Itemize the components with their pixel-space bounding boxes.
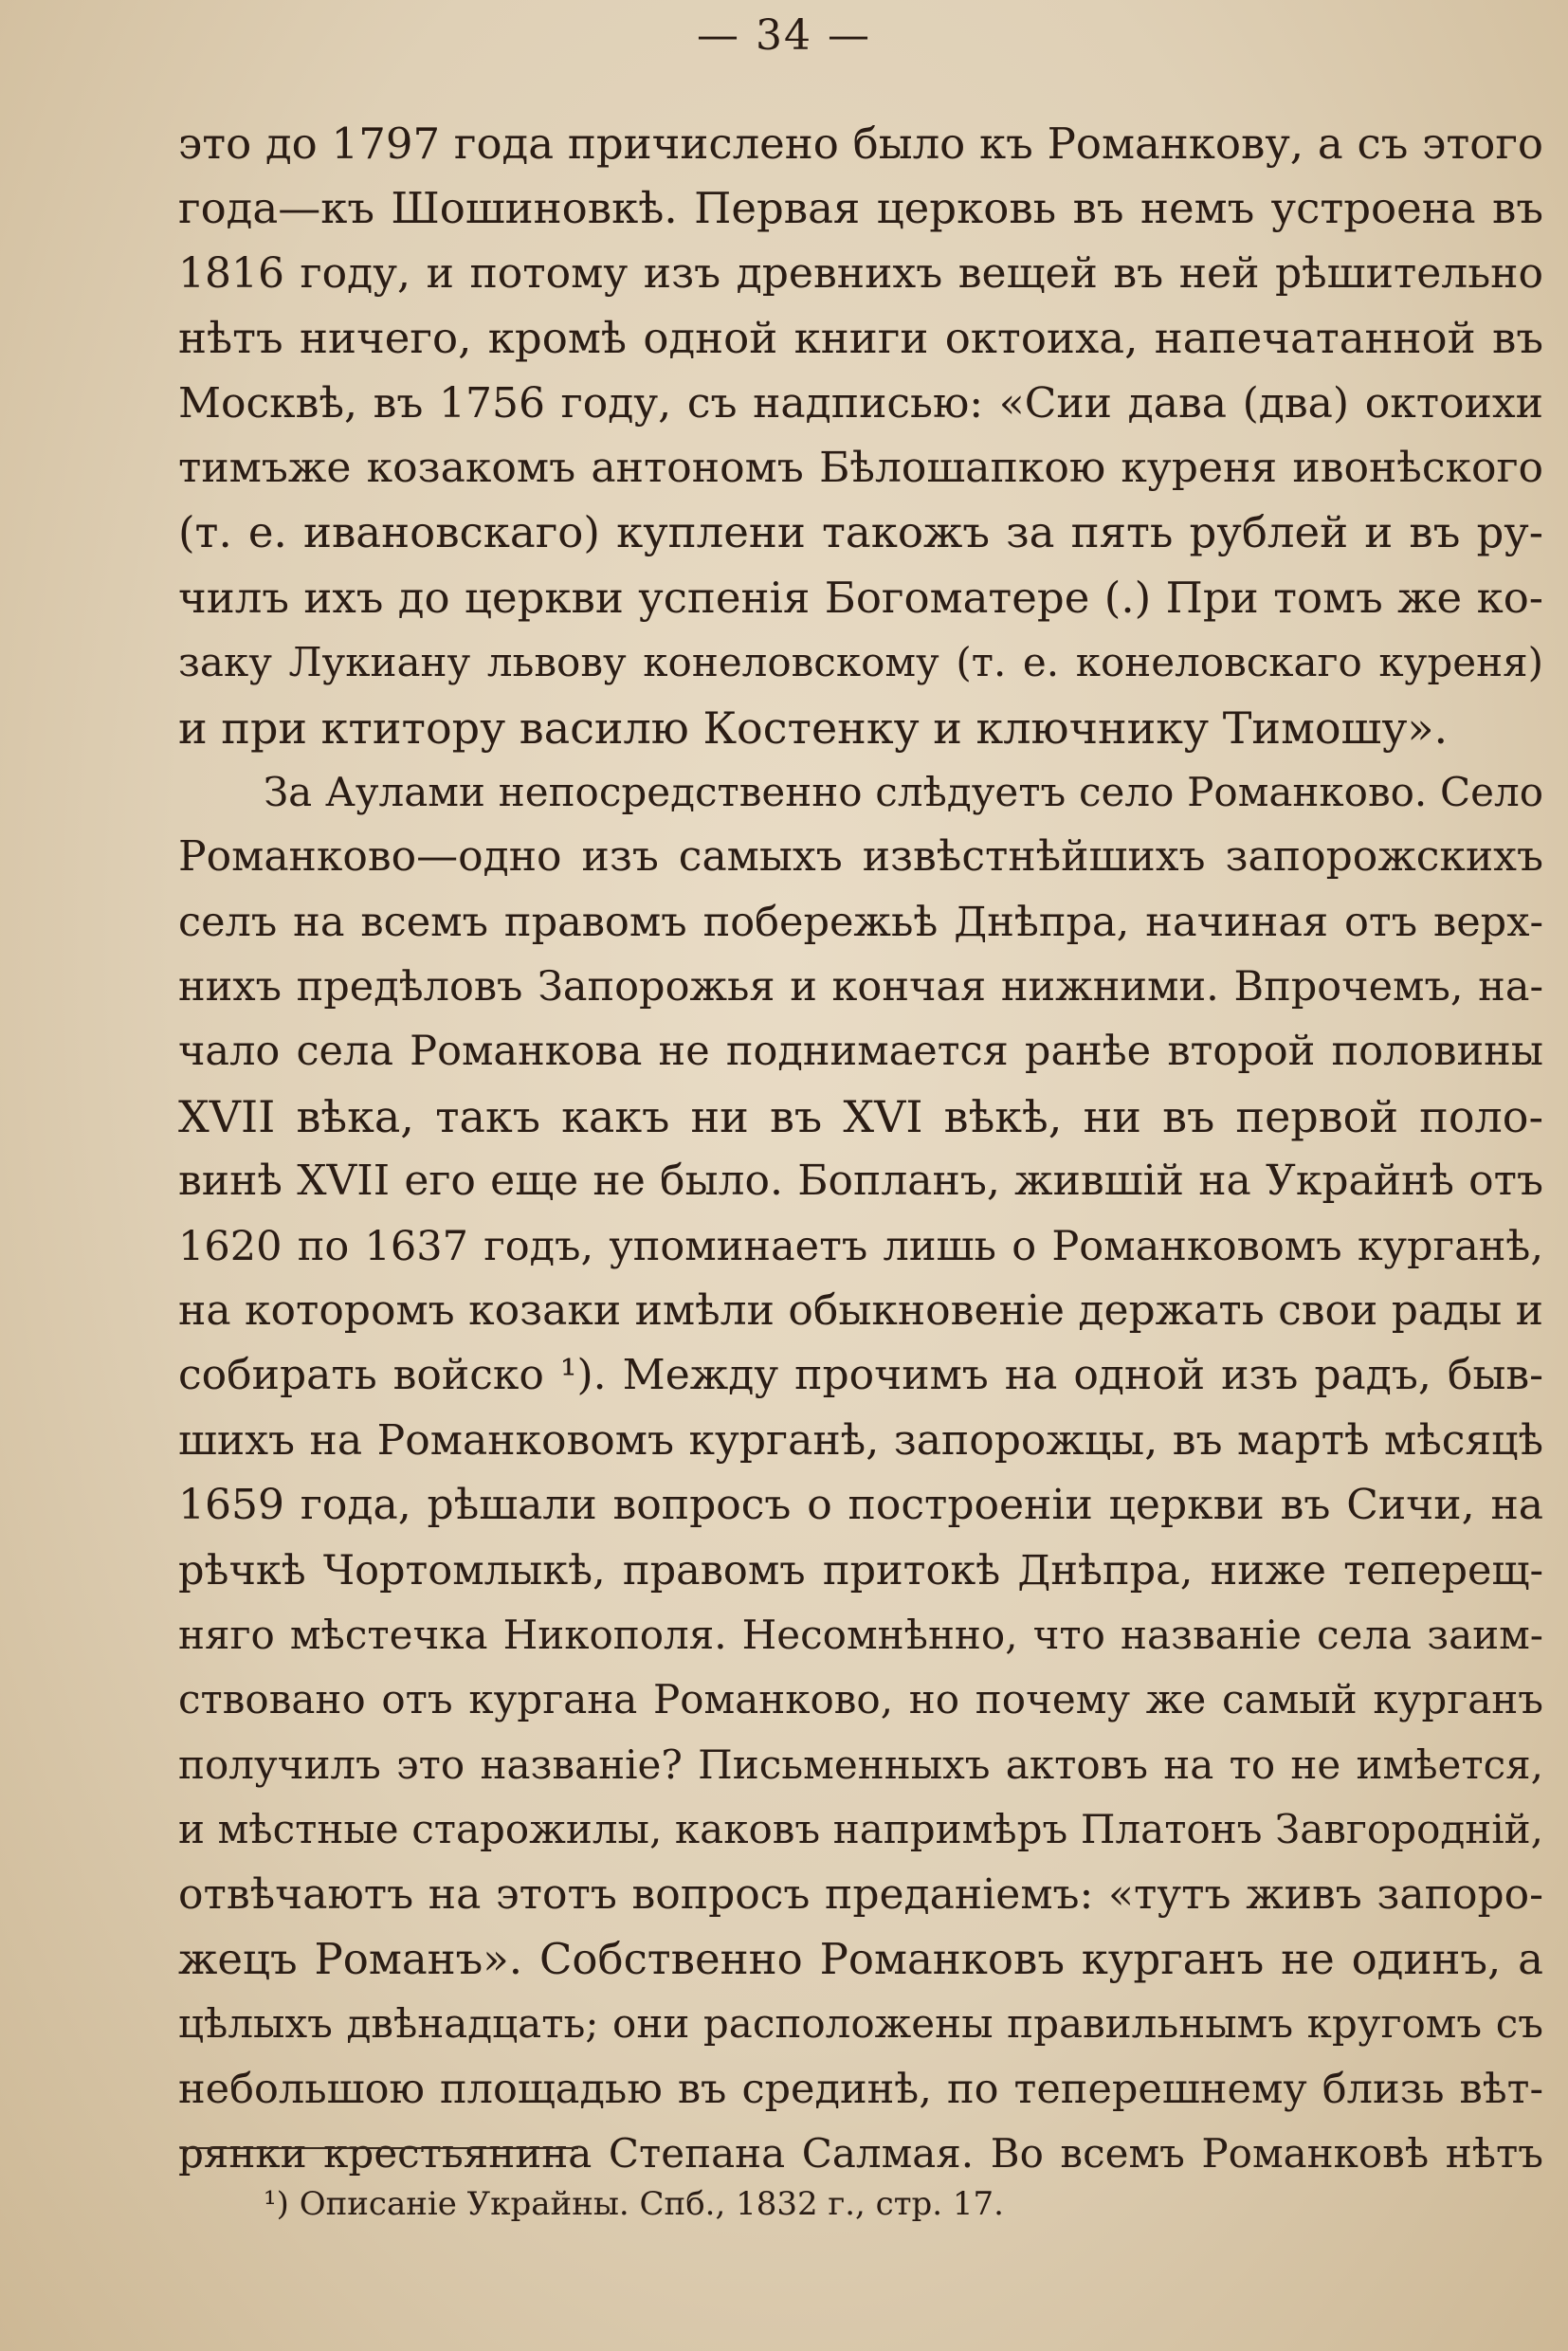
text-line: За Аулами непосредственно слѣдуетъ село Романково. Село: [264, 768, 1543, 815]
text-line: рянки крестьянина Степана Салмая. Во всемъ Романковѣ нѣтъ: [178, 2130, 1543, 2178]
text-line: винѣ XVII его еще не было. Бопланъ, жившій на Украйнѣ отъ: [178, 1157, 1543, 1206]
paragraph-2: [178, 760, 1543, 2187]
text-line: селъ на всемъ правомъ побережьѣ Днѣпра, начиная отъ верх-: [178, 898, 1543, 946]
text-line: Москвѣ, въ 1756 году, съ надписью: «Сии дава (два) октоихи: [178, 378, 1543, 428]
text-line: рѣчкѣ Чортомлыкѣ, правомъ притокѣ Днѣпра, ниже теперещ-: [178, 1546, 1543, 1595]
footnote-divider: [180, 2147, 578, 2149]
text-line: 1659 года, рѣшали вопросъ о построеніи церкви въ Сичи, на: [178, 1481, 1543, 1530]
text-line: и мѣстные старожилы, каковъ напримѣръ Платонъ Завгородній,: [178, 1806, 1543, 1853]
text-line: ствовано отъ кургана Романково, но почему же самый курганъ: [178, 1676, 1543, 1723]
text-line: тимъже козакомъ антономъ Бѣлошапкою куреня ивонѣского: [178, 443, 1543, 492]
text-line: заку Лукиану львову конеловскому (т. е. конеловскаго куреня): [178, 639, 1543, 686]
text-line: небольшою площадью въ срединѣ, по теперешнему близь вѣт-: [178, 2065, 1543, 2113]
text-line: шихъ на Романковомъ курганѣ, запорожцы, въ мартѣ мѣсяцѣ: [178, 1415, 1543, 1465]
text-line: года—къ Шошиновкѣ. Первая церковь въ немъ устроена въ: [178, 183, 1543, 234]
text-line: няго мѣстечка Никополя. Несомнѣнно, что названіе села заим-: [178, 1611, 1543, 1658]
text-line: (т. е. ивановскаго) куплени такожъ за пять рублей и въ ру-: [178, 507, 1543, 558]
text-line: чилъ ихъ до церкви успенія Богоматере (.) При томъ же ко-: [178, 572, 1543, 623]
text-line: собирать войско ¹). Между прочимъ на одной изъ радъ, быв-: [178, 1351, 1543, 1400]
text-line: нихъ предѣловъ Запорожья и кончая нижними. Впрочемъ, на-: [178, 963, 1543, 1011]
text-line: нѣтъ ничего, кромѣ одной книги октоиха, напечатанной въ: [178, 313, 1543, 364]
page-number: — 34 —: [697, 11, 871, 60]
text-line: чало села Романкова не поднимается ранѣе второй половины: [178, 1028, 1543, 1076]
text-line: 1816 году, и потому изъ древнихъ вещей въ ней рѣшительно: [178, 248, 1543, 298]
text-line: отвѣчаютъ на этотъ вопросъ преданіемъ: «тутъ живъ запоро-: [178, 1869, 1543, 1919]
text-line: на которомъ козаки имѣли обыкновеніе держать свои рады и: [178, 1286, 1543, 1336]
paragraph-1: [178, 112, 1543, 760]
text-line: это до 1797 года причислено было къ Романкову, а съ этого: [178, 118, 1543, 169]
text-line: цѣлыхъ двѣнадцать; они расположены правильнымъ кругомъ съ: [178, 2000, 1543, 2048]
main-text: [178, 112, 1543, 2187]
text-line: Романково—одно изъ самыхъ извѣстнѣйшихъ запорожскихъ: [178, 832, 1543, 882]
text-line: получилъ это названіе? Письменныхъ актовъ на то не имѣется,: [178, 1740, 1543, 1788]
footnote: ¹) Описаніе Украйны. Спб., 1832 г., стр. 17.: [264, 2185, 1004, 2223]
text-line: и при ктитору василю Костенку и ключнику Тимошу».: [178, 702, 1449, 754]
text-line: 1620 по 1637 годъ, упоминаетъ лишь о Романковомъ курганѣ,: [178, 1222, 1543, 1270]
text-line: XVII вѣка, такъ какъ ни въ XVI вѣкѣ, ни въ первой поло-: [178, 1090, 1543, 1142]
text-line: жецъ Романъ». Собственно Романковъ курганъ не одинъ, а: [178, 1933, 1543, 1984]
